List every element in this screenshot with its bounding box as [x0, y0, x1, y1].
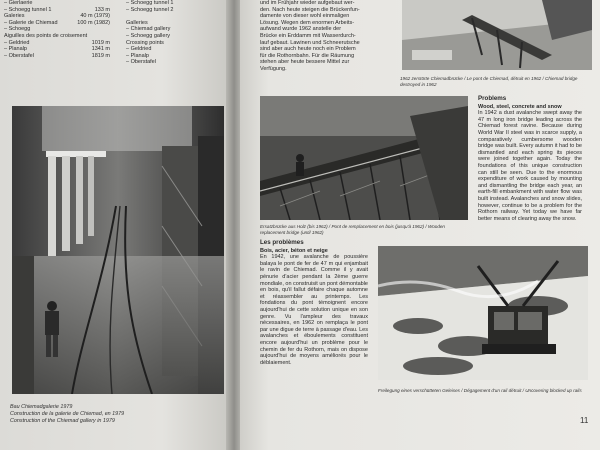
- text-line: aufwand wurde 1962 anstelle der: [260, 26, 342, 33]
- list-item: – Planalp: [126, 52, 149, 59]
- list-item: [4, 46, 110, 53]
- list-item-label: – Schoegg tunnel 1: [4, 6, 52, 13]
- text-line: und im Frühjahr wieder aufgebaut wer-: [260, 0, 355, 6]
- destroyed-bridge-photo: [402, 0, 592, 70]
- caption-line-fr: Construction de la galerie de Chiemad, en 1979: [10, 410, 125, 417]
- list-item: [4, 0, 110, 7]
- problemes-subheading: Bois, acier, béton et neige: [260, 247, 328, 254]
- problemes-section-fr: [260, 240, 368, 366]
- left-stats-list-en: [126, 0, 222, 66]
- problems-heading: Problems: [478, 95, 507, 102]
- list-item-value: 133 m: [94, 6, 110, 13]
- list-item: [4, 40, 110, 47]
- list-item: – Chiemad gallery: [126, 26, 171, 33]
- destroyed-bridge-image: [402, 0, 592, 70]
- list-item: [4, 7, 110, 14]
- list-item: – Schoegg tunnel 2: [126, 6, 174, 13]
- destroyed-bridge-caption: 1962 zerstörte Chiemadbrücke / Le pont de Chiemad, détruit en 1962 / Chiemad bridge destroyed in 1962: [400, 76, 578, 87]
- list-item: Crossing points: [126, 39, 164, 46]
- list-item-value: 40 m (1979): [80, 13, 110, 20]
- list-item-value: 1019 m: [91, 39, 110, 46]
- text-line: sind aber auch heute noch ein Problem: [260, 46, 356, 53]
- wooden-bridge-caption: Ersatzbrücke aus Holz (bis 1962) / Pont de remplacement en bois (jusqu'à 1962) / Wooden replacement bridge (until 1962): [260, 224, 445, 235]
- list-item-label: – Schoegg: [4, 26, 31, 33]
- left-page: [0, 0, 232, 450]
- list-item-value: 1819 m: [91, 52, 110, 59]
- text-line: lauf gebaut. Lawinen und Schneerutsche: [260, 39, 360, 46]
- list-item: [4, 53, 110, 60]
- caption-line-en: Construction of the Chiemad gallery in 1979: [10, 417, 115, 424]
- list-item: – Schoegg gallery: [126, 32, 171, 39]
- page-number: 11: [580, 416, 589, 425]
- wooden-bridge-image: [260, 96, 468, 220]
- list-item-value: 1341 m: [91, 46, 110, 53]
- uncovering-rails-image: [378, 246, 588, 380]
- uncovering-rails-photo: [378, 246, 588, 380]
- top-german-text: [260, 0, 380, 73]
- list-item: – Oberstafel: [126, 59, 156, 66]
- list-item-label: – Oberstafel: [4, 52, 34, 59]
- text-line: damente von dieser wohl einmaligen: [260, 13, 350, 20]
- text-line: stehen aber heute bessere Mittel zur: [260, 59, 350, 66]
- list-item-label: – Gierlaerie: [4, 0, 33, 6]
- problems-section-en: [478, 96, 582, 222]
- list-item-label: Galeries: [4, 13, 25, 20]
- problems-body: In 1942 a dust avalanche swept away the 47 m long iron bridge leading across the Chiemad forest ravine. Because during World War II steel was in scarce supply, a comparatively cumbersome wooden bridge was built. Every autumn it had to be dismantled and each spring its pieces were joined together again. Today the foundations of this unique construction can still be seen. Due to the enormous expenditure of work caused by mounting and dismantling the bridge each year, an earth-fill embankment with water flow was built instead. Avalanches and snow slides, however, continue to be a problem for the Rothorn railway. Yet today we have far better means of clearing away the snow.: [478, 110, 582, 222]
- list-item: Galleries: [126, 19, 148, 26]
- left-stats-list-fr: [4, 0, 110, 59]
- text-line: für die Rothornbahn. Für die Räumung: [260, 52, 355, 59]
- problemes-heading: Les problèmes: [260, 239, 304, 246]
- list-item: [4, 26, 110, 33]
- list-item: – Schoegg tunnel 1: [126, 0, 174, 6]
- list-item: [4, 20, 110, 27]
- gallery-construction-photo: [12, 106, 224, 394]
- gallery-construction-image: [12, 106, 224, 394]
- text-line: den. Nach heute steigen die Brückenfun-: [260, 6, 360, 13]
- caption-line-de: Bau Chiemadgalerie 1979: [10, 404, 73, 410]
- list-item-label: – Geldried: [4, 39, 30, 46]
- gallery-photo-caption: [10, 404, 225, 424]
- text-line: Lösung. Wegen dem enormen Arbeits-: [260, 19, 355, 26]
- text-line: Verfügung.: [260, 65, 287, 72]
- uncovering-rails-caption: Freilegung eines verschütteten Geleises / Dégagement d'un rail détruit / Uncovering blocked up rails: [378, 388, 582, 393]
- wooden-bridge-photo: [260, 96, 468, 220]
- problems-subheading: Wood, steel, concrete and snow: [478, 103, 562, 110]
- list-item: – Geldried: [126, 46, 152, 53]
- problemes-body: En 1942, une avalanche de poussière balaya le pont de fer de 47 m qui enjambait le ravin de Chiemad. Comme il y avait pénurie d'acier pendant la 2ème guerre mondiale, on construisit un pont démontable en bois, qu'il fallut défaire chaque automne et réassembler au printemps. Les fondations du pont témoignent encore aujourd'hui de cette solution unique en son genre. Vu l'ampleur des travaux nécessaires, en 1962 on remplaça le pont par une digue de terre à passage d'eau. Les avalanches et éboulements constituent encore aujourd'hui un problème pour le chemin de fer du Rothorn, mais on dispose aujourd'hui de moyens améliorés pour le déblaiement.: [260, 254, 368, 366]
- list-item-value: 100 m (1982): [77, 19, 110, 26]
- list-item: [126, 13, 222, 20]
- list-item-label: Aiguilles des points de croisement: [4, 32, 88, 39]
- right-page: [240, 0, 600, 450]
- list-item-label: – Planalp: [4, 46, 27, 53]
- list-item-label: – Galerie de Chiemad: [4, 19, 58, 26]
- list-item: [4, 33, 110, 40]
- list-item: [4, 13, 110, 20]
- text-line: Brücke ein Erddamm mit Wasserdurch-: [260, 32, 356, 39]
